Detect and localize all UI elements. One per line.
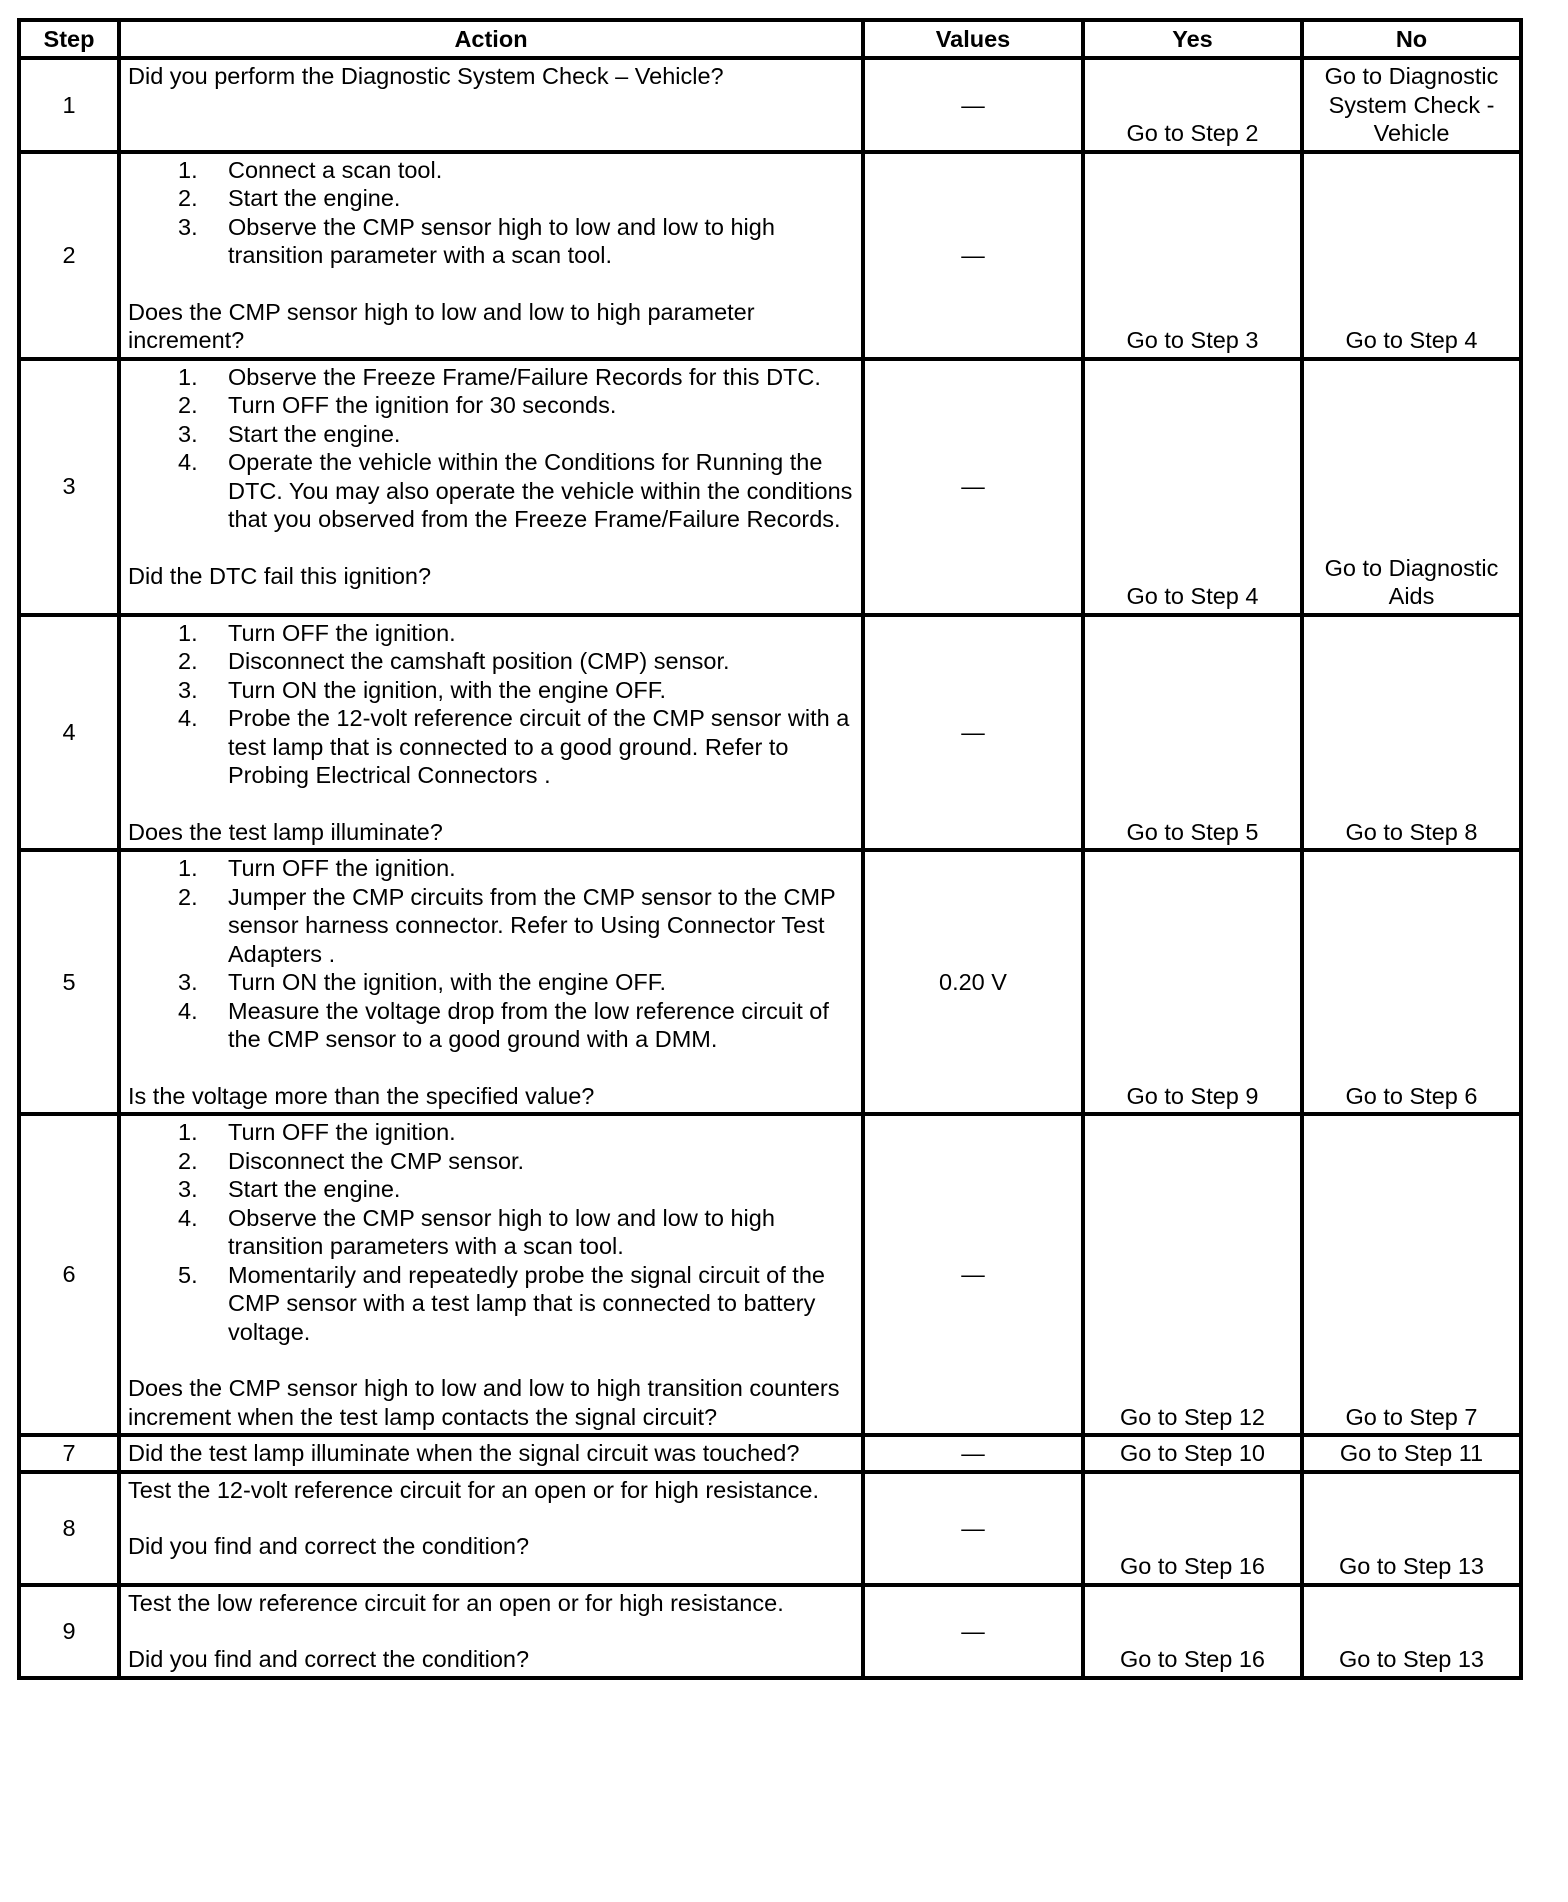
value-cell: — — [863, 1435, 1083, 1472]
action-step — [128, 883, 854, 969]
action-cell — [119, 1585, 863, 1678]
yes-cell: Go to Step 2 — [1083, 58, 1302, 152]
step-number: 6 — [19, 1114, 119, 1435]
action-step-number: 1. — [178, 855, 198, 881]
action-step-text: Disconnect the camshaft position (CMP) sensor. — [228, 648, 730, 674]
action-question: Did the test lamp illuminate when the signal circuit was touched? — [128, 1440, 800, 1466]
table-row — [19, 152, 1521, 359]
action-step-text: Turn ON the ignition, with the engine OFF. — [228, 969, 667, 995]
action-step-text: Turn OFF the ignition. — [228, 1119, 456, 1145]
action-step — [128, 448, 854, 534]
action-cell — [119, 359, 863, 615]
yes-cell: Go to Step 3 — [1083, 152, 1302, 359]
value-cell: — — [863, 359, 1083, 615]
action-step-text: Turn ON the ignition, with the engine OFF. — [228, 676, 667, 703]
action-step-list — [128, 156, 854, 270]
value-cell: — — [863, 1585, 1083, 1678]
header-row — [19, 20, 1521, 58]
action-step-text: Start the engine. — [228, 420, 401, 447]
action-instruction: Test the 12-volt reference circuit for an open or for high resistance. — [128, 1476, 819, 1503]
header-yes: Yes — [1083, 20, 1302, 58]
action-step-number: 1. — [178, 156, 198, 183]
spacer — [128, 1346, 854, 1374]
action-step — [128, 704, 854, 790]
action-step — [128, 1261, 854, 1347]
diagnostic-table — [17, 18, 1523, 1680]
action-step-text: Start the engine. — [228, 185, 401, 211]
yes-cell: Go to Step 16 — [1083, 1472, 1302, 1585]
action-step-number: 1. — [178, 1119, 198, 1145]
action-step-number: 2. — [178, 185, 198, 211]
action-step — [128, 363, 854, 392]
action-step — [128, 391, 854, 420]
action-step — [128, 619, 854, 648]
value-cell: — — [863, 615, 1083, 851]
header-values: Values — [863, 20, 1083, 58]
action-step — [128, 854, 854, 883]
spacer — [128, 790, 854, 818]
step-number: 9 — [19, 1585, 119, 1678]
step-number: 3 — [19, 359, 119, 615]
action-step-number: 4. — [178, 997, 198, 1024]
table-row — [19, 1472, 1521, 1585]
yes-cell: Go to Step 9 — [1083, 850, 1302, 1114]
no-cell: Go to Step 11 — [1302, 1435, 1521, 1472]
action-step-text: Jumper the CMP circuits from the CMP sensor to the CMP sensor harness connector. Refer to Using Connector Test Adapters . — [228, 883, 836, 967]
value-cell: — — [863, 152, 1083, 359]
action-step — [128, 647, 854, 676]
no-cell: Go to Step 6 — [1302, 850, 1521, 1114]
table-row — [19, 1585, 1521, 1678]
no-cell: Go to Step 13 — [1302, 1585, 1521, 1678]
action-step-list — [128, 1118, 854, 1346]
table-body — [19, 58, 1521, 1678]
action-step-text: Turn OFF the ignition. — [228, 619, 456, 646]
action-step-list — [128, 619, 854, 790]
yes-cell: Go to Step 10 — [1083, 1435, 1302, 1472]
action-cell — [119, 152, 863, 359]
action-step — [128, 420, 854, 449]
value-cell: — — [863, 1114, 1083, 1435]
step-number: 8 — [19, 1472, 119, 1585]
action-cell — [119, 1472, 863, 1585]
step-number: 2 — [19, 152, 119, 359]
step-number: 5 — [19, 850, 119, 1114]
action-step-text: Turn OFF the ignition for 30 seconds. — [228, 392, 617, 418]
action-step-number: 5. — [178, 1261, 198, 1288]
action-cell — [119, 1435, 863, 1472]
action-step — [128, 213, 854, 270]
action-step-number: 2. — [178, 392, 198, 418]
spacer — [128, 1054, 854, 1082]
no-cell: Go to Diagnostic Aids — [1302, 359, 1521, 615]
header-no: No — [1302, 20, 1521, 58]
action-step-number: 2. — [178, 883, 198, 910]
action-step-number: 1. — [178, 363, 198, 390]
action-step-number: 3. — [178, 1176, 198, 1202]
no-cell: Go to Step 7 — [1302, 1114, 1521, 1435]
action-step-number: 1. — [178, 619, 198, 646]
action-step-number: 4. — [178, 1204, 198, 1231]
action-step-text: Start the engine. — [228, 1176, 401, 1202]
action-step — [128, 997, 854, 1054]
table-row — [19, 359, 1521, 615]
action-step-number: 2. — [178, 1147, 198, 1174]
spacer — [128, 270, 854, 298]
spacer — [128, 1504, 854, 1532]
header-step: Step — [19, 20, 119, 58]
step-number: 1 — [19, 58, 119, 152]
action-step-number: 2. — [178, 648, 198, 674]
step-number: 7 — [19, 1435, 119, 1472]
no-cell: Go to Step 4 — [1302, 152, 1521, 359]
step-number: 4 — [19, 615, 119, 851]
action-step-text: Turn OFF the ignition. — [228, 855, 456, 881]
action-step — [128, 676, 854, 705]
action-step-number: 4. — [178, 449, 198, 475]
action-question: Does the CMP sensor high to low and low to high parameter increment? — [128, 298, 755, 353]
action-cell — [119, 615, 863, 851]
table-row — [19, 58, 1521, 152]
action-step-text: Momentarily and repeatedly probe the signal circuit of the CMP sensor with a test lamp that is connected to battery voltage. — [228, 1261, 825, 1345]
action-step-list — [128, 854, 854, 1054]
action-question: Did you find and correct the condition? — [128, 1533, 530, 1559]
no-cell: Go to Step 8 — [1302, 615, 1521, 851]
table-row — [19, 615, 1521, 851]
action-step — [128, 1175, 854, 1204]
action-step — [128, 1147, 854, 1176]
action-cell — [119, 850, 863, 1114]
action-step-number: 3. — [178, 420, 198, 447]
action-question: Does the test lamp illuminate? — [128, 818, 443, 845]
action-question: Did you find and correct the condition? — [128, 1646, 530, 1672]
action-step-number: 3. — [178, 213, 198, 240]
no-cell: Go to Diagnostic System Check - Vehicle — [1302, 58, 1521, 152]
action-step-number: 3. — [178, 969, 198, 995]
yes-cell: Go to Step 16 — [1083, 1585, 1302, 1678]
action-question: Did you perform the Diagnostic System Check – Vehicle? — [128, 63, 724, 89]
table-row — [19, 1114, 1521, 1435]
action-step-text: Measure the voltage drop from the low reference circuit of the CMP sensor to a good ground with a DMM. — [228, 997, 829, 1052]
action-step-number: 4. — [178, 705, 198, 731]
table-row — [19, 850, 1521, 1114]
action-step-text: Observe the CMP sensor high to low and low to high transition parameter with a scan tool. — [228, 213, 775, 268]
spacer — [128, 1617, 854, 1645]
yes-cell: Go to Step 4 — [1083, 359, 1302, 615]
table-row — [19, 1435, 1521, 1472]
table-header — [19, 20, 1521, 58]
no-cell: Go to Step 13 — [1302, 1472, 1521, 1585]
action-step-text: Operate the vehicle within the Conditions for Running the DTC. You may also operate the vehicle within the conditions that you observed from the Freeze Frame/Failure Records. — [228, 449, 853, 532]
action-step-text: Connect a scan tool. — [228, 156, 443, 183]
action-step-text: Disconnect the CMP sensor. — [228, 1147, 525, 1174]
action-cell — [119, 58, 863, 152]
spacer — [128, 534, 854, 562]
yes-cell: Go to Step 5 — [1083, 615, 1302, 851]
action-step — [128, 1118, 854, 1147]
value-cell: — — [863, 1472, 1083, 1585]
value-cell: 0.20 V — [863, 850, 1083, 1114]
action-step-number: 3. — [178, 676, 198, 703]
action-step-list — [128, 363, 854, 534]
action-step — [128, 968, 854, 997]
action-step-text: Observe the Freeze Frame/Failure Records for this DTC. — [228, 363, 821, 390]
action-question: Is the voltage more than the specified value? — [128, 1082, 595, 1109]
action-step-text: Probe the 12-volt reference circuit of the CMP sensor with a test lamp that is connected to a good ground. Refer to Probing Electrical Connectors . — [228, 705, 850, 788]
value-cell: — — [863, 58, 1083, 152]
action-question: Does the CMP sensor high to low and low to high transition counters increment when the test lamp contacts the signal circuit? — [128, 1375, 840, 1430]
yes-cell: Go to Step 12 — [1083, 1114, 1302, 1435]
action-cell — [119, 1114, 863, 1435]
action-step — [128, 184, 854, 213]
action-step — [128, 156, 854, 185]
action-step — [128, 1204, 854, 1261]
action-step-text: Observe the CMP sensor high to low and low to high transition parameters with a scan tool. — [228, 1204, 775, 1259]
action-question: Did the DTC fail this ignition? — [128, 562, 432, 589]
action-instruction: Test the low reference circuit for an open or for high resistance. — [128, 1589, 784, 1616]
header-action: Action — [119, 20, 863, 58]
